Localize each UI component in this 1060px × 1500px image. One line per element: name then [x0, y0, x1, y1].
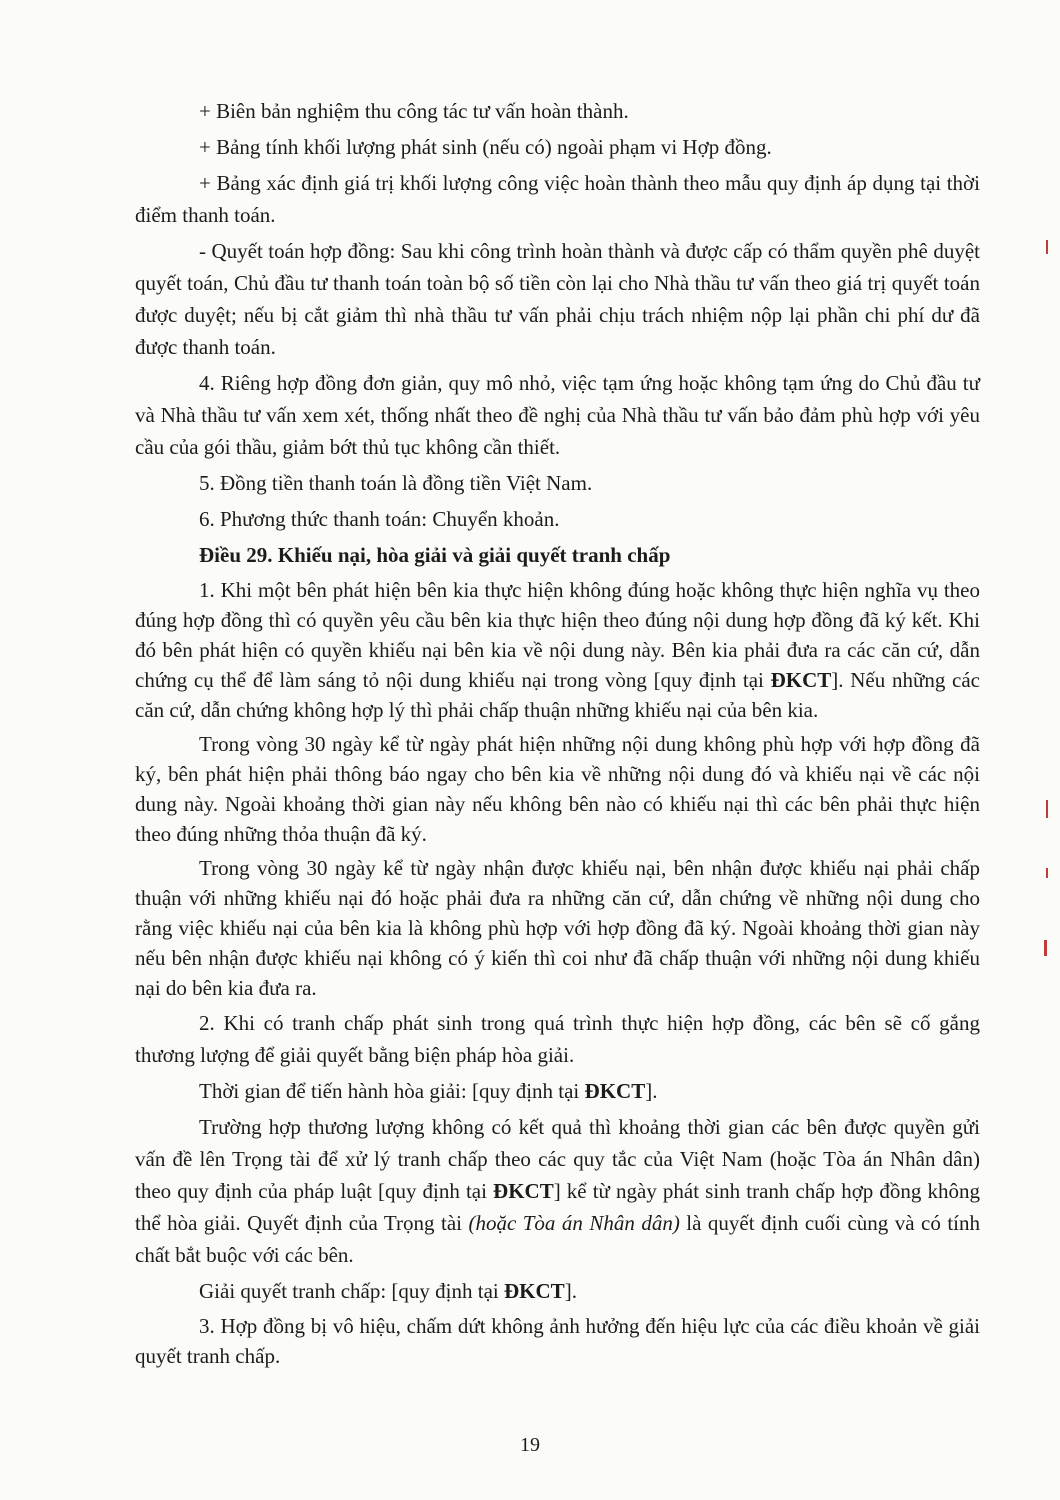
dkct-reference: ĐKCT	[504, 1279, 565, 1303]
paragraph-clause-5: 5. Đồng tiền thanh toán là đồng tiền Việt Nam.	[199, 471, 593, 495]
dkct-reference: ĐKCT	[493, 1179, 554, 1203]
scan-edge-mark	[1046, 868, 1048, 878]
paragraph-dispute-resolution: Giải quyết tranh chấp: [quy định tại ĐKCT].	[199, 1279, 577, 1303]
dkct-reference: ĐKCT	[770, 668, 832, 692]
paragraph-clause-6: 6. Phương thức thanh toán: Chuyển khoản.	[199, 507, 560, 531]
page-number: 19	[520, 1434, 540, 1456]
article-29-heading: Điều 29. Khiếu nại, hòa giải và giải quyết tranh chấp	[199, 543, 671, 567]
paragraph-mediation-time: Thời gian để tiến hành hòa giải: [quy định tại ĐKCT].	[199, 1079, 658, 1103]
paragraph-acceptance-minutes: + Biên bản nghiệm thu công tác tư vấn hoàn thành.	[199, 99, 629, 123]
document-body	[135, 95, 980, 1375]
paragraph-contract-settlement: - Quyết toán hợp đồng: Sau khi công trình hoàn thành và được cấp có thẩm quyền phê duyệt quyết toán, Chủ đầu tư thanh toán toàn bộ số tiền còn lại cho Nhà thầu tư vấn theo giá trị quyết toán được duyệt; nếu bị cắt giảm thì nhà thầu tư vấn phải chịu trách nhiệm nộp lại phần chi phí dư đã được thanh toán.	[135, 239, 980, 359]
scan-edge-mark	[1046, 240, 1048, 254]
paragraph-arbitration: Trường hợp thương lượng không có kết quả thì khoảng thời gian các bên được quyền gửi vấn đề lên Trọng tài để xử lý tranh chấp theo các quy tắc của Việt Nam (hoặc Tòa án Nhân dân) theo quy định của pháp luật [quy định tại ĐKCT] kể từ ngày phát sinh tranh chấp hợp đồng không thể hòa giải. Quyết định của Trọng tài (hoặc Tòa án Nhân dân) là quyết định cuối cùng và có tính chất bắt buộc với các bên.	[135, 1115, 980, 1267]
paragraph-clause-3: 3. Hợp đồng bị vô hiệu, chấm dứt không ảnh hưởng đến hiệu lực của các điều khoản về giải quyết tranh chấp.	[135, 1314, 980, 1368]
scan-edge-mark	[1044, 940, 1047, 956]
paragraph-clause-2-mediation: 2. Khi có tranh chấp phát sinh trong quá trình thực hiện hợp đồng, các bên sẽ cố gắng thương lượng để giải quyết bằng biện pháp hòa giải.	[135, 1011, 980, 1067]
paragraph-value-table: + Bảng xác định giá trị khối lượng công việc hoàn thành theo mẫu quy định áp dụng tại thời điểm thanh toán.	[135, 171, 980, 227]
paragraph-additional-volume: + Bảng tính khối lượng phát sinh (nếu có) ngoài phạm vi Hợp đồng.	[199, 135, 772, 159]
dkct-reference: ĐKCT	[584, 1079, 646, 1103]
paragraph-complaint-30-days-response: Trong vòng 30 ngày kể từ ngày nhận được khiếu nại, bên nhận được khiếu nại phải chấp thuận với những khiếu nại đó hoặc phải đưa ra những căn cứ, dẫn chứng về những nội dung cho rằng việc khiếu nại của bên kia là không phù hợp với hợp đồng đã ký. Ngoài khoảng thời gian này nếu bên nhận được khiếu nại không có ý kiến thì coi như đã chấp thuận với những nội dung khiếu nại do bên kia đưa ra.	[135, 856, 980, 1000]
scan-edge-mark	[1046, 800, 1048, 818]
court-alternative: (hoặc Tòa án Nhân dân)	[468, 1211, 680, 1235]
paragraph-complaint-clause-1: 1. Khi một bên phát hiện bên kia thực hiện không đúng hoặc không thực hiện nghĩa vụ theo đúng hợp đồng thì có quyền yêu cầu bên kia thực hiện theo đúng nội dung hợp đồng đã ký kết. Khi đó bên phát hiện có quyền khiếu nại bên kia về nội dung này. Bên kia phải đưa ra các căn cứ, dẫn chứng cụ thể để làm sáng tỏ nội dung khiếu nại trong vòng [quy định tại ĐKCT]. Nếu những các căn cứ, dẫn chứng không hợp lý thì phải chấp thuận những khiếu nại của bên kia.	[135, 578, 981, 722]
paragraph-clause-4: 4. Riêng hợp đồng đơn giản, quy mô nhỏ, việc tạm ứng hoặc không tạm ứng do Chủ đầu tư và Nhà thầu tư vấn xem xét, thống nhất theo đề nghị của Nhà thầu tư vấn bảo đảm phù hợp với yêu cầu của gói thầu, giảm bớt thủ tục không cần thiết.	[135, 371, 980, 459]
paragraph-complaint-30-days-discovery: Trong vòng 30 ngày kể từ ngày phát hiện những nội dung không phù hợp với hợp đồng đã ký, bên phát hiện phải thông báo ngay cho bên kia về những nội dung đó và khiếu nại về các nội dung này. Ngoài khoảng thời gian này nếu không bên nào có khiếu nại thì các bên phải thực hiện theo đúng những thỏa thuận đã ký.	[135, 732, 980, 846]
